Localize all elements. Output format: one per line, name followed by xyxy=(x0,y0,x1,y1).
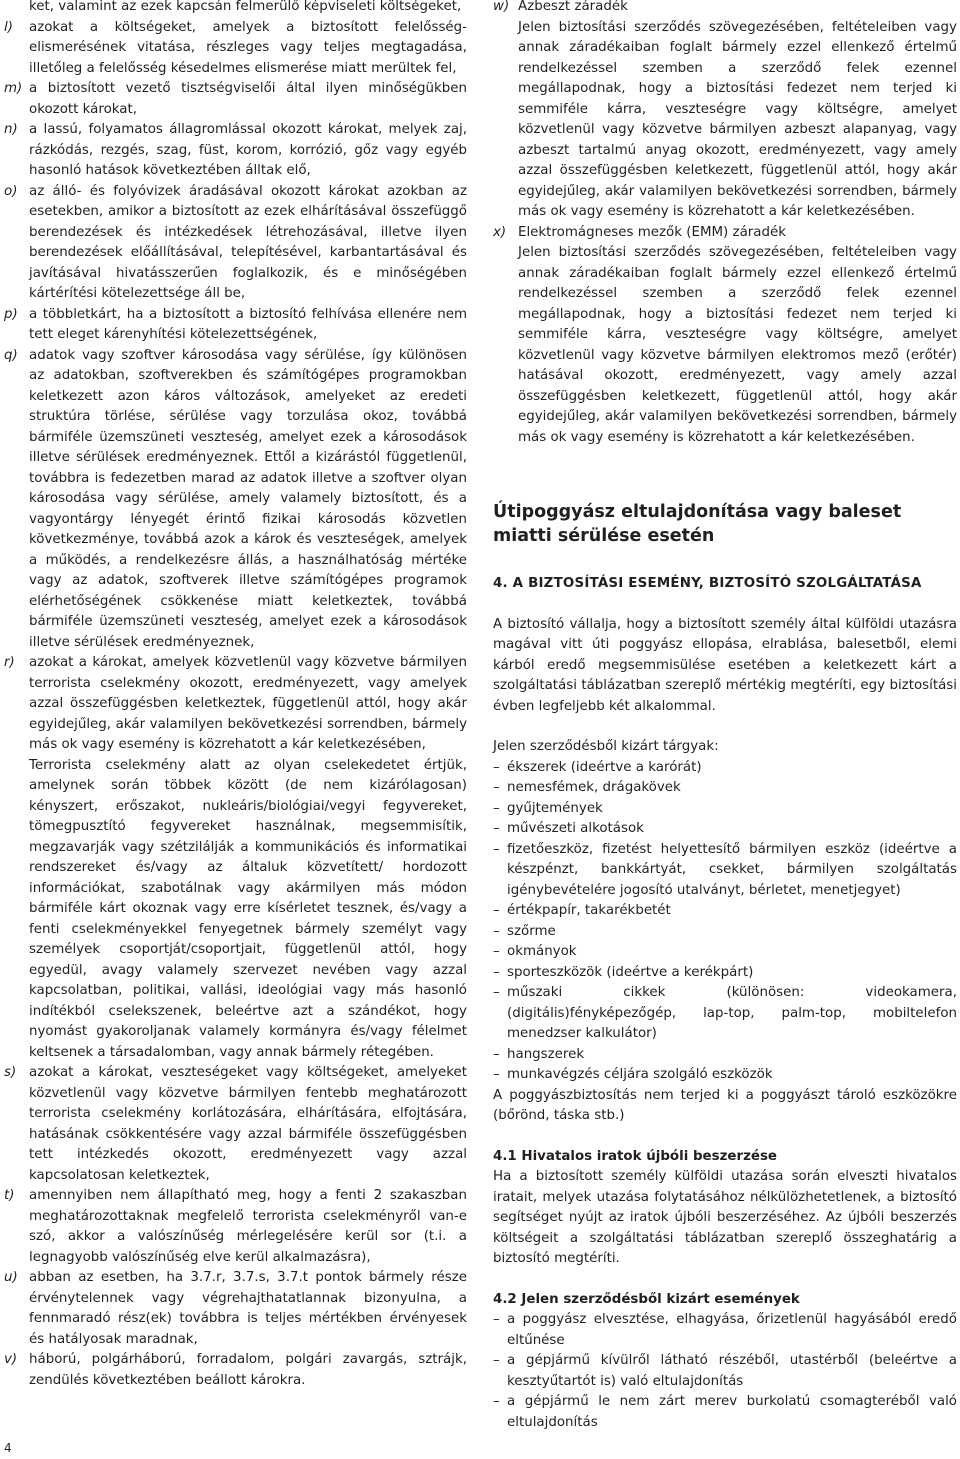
subsection-4-1-title: 4.1 Hivatalos iratok újbóli beszerzése xyxy=(493,1148,777,1164)
item-text: amennyiben nem állapítható meg, hogy a fenti 2 szakaszban meghatározottaknak megfelelő terrorista cselekményről van-e szó, akkor a valószínűség mérlegelésére kerül sor (t.i. a legnagyobb valószínűség elve kerül alkalmazásra), xyxy=(29,1188,467,1265)
list-item xyxy=(4,653,467,756)
item-text: azokat a költségeket, amelyek a biztosított felelősség-elismerésének vitatása, részleges vagy teljes megtagadása, illetőleg a felelősség késedelmes elismerése miatt merültek fel, xyxy=(29,19,467,76)
list-item xyxy=(4,346,467,654)
subsection-4-1-text: Ha a biztosított személy külföldi utazása során elveszti hivatalos iratait, melyek utazása folytatásához nélkülözhetetlenek, a biztosító segítséget nyújt az iratok újbóli beszerzéséhez. Az újbóli beszerzés költségeit a szolgáltatási táblázatban szereplő összeghatárig a biztosító megtéríti. xyxy=(493,1169,957,1266)
excluded-intro: Jelen szerződésből kizárt tárgyak: xyxy=(493,739,719,754)
dash-item-text: gyűjtemények xyxy=(507,800,603,816)
dash-item-text: művészeti alkotások xyxy=(507,821,644,836)
left-column xyxy=(4,0,467,1391)
item-marker: u) xyxy=(4,1270,18,1285)
list-item xyxy=(4,1186,467,1268)
list-item xyxy=(4,79,467,120)
dash-list-item: – a poggyász elvesztése, elhagyása, őrizetlenül hagyásából eredő eltűnése xyxy=(493,1310,957,1351)
item-marker: m) xyxy=(4,81,23,96)
list-item xyxy=(4,18,467,80)
excluded-items-list xyxy=(493,758,957,1086)
dash-list-item: – gyűjtemények xyxy=(493,799,957,820)
dash-item-text: okmányok xyxy=(507,944,577,959)
dash-item-text: ékszerek (ideértve a karórát) xyxy=(507,759,702,775)
dash-list-item: – okmányok xyxy=(493,942,957,963)
clause-title: Elektromágneses mezők (EMM) záradék xyxy=(518,224,786,240)
item-text: azokat a károkat, amelyek közvetlenül vagy közvetve bármilyen terrorista cselekmény okozott, eredményezett, vagy amelyek azzal összefüggésben keletkeztek, függetlenül attól, hogy akár egyidejűleg, akár valamilyen bekövetkezési sorrendben, bármely más ok vagy esemény is közrehatott a kár keletkezésében, xyxy=(29,655,467,752)
page-number: 4 xyxy=(4,1441,12,1455)
dash-list-item: – ékszerek (ideértve a karórát) xyxy=(493,758,957,779)
dash-item-text: nemesfémek, drágakövek xyxy=(507,780,681,795)
item-text: abban az esetben, ha 3.7.r, 3.7.s, 3.7.t pontok bármely része érvénytelennek vagy végrehajthatatlannak bizonyulna, a fennmaradó rész(ek) továbbra is teljes mértékben érvényesek és hatályosak maradnak, xyxy=(29,1270,467,1347)
list-item xyxy=(4,120,467,182)
clause-title: Azbeszt záradék xyxy=(518,0,628,14)
dash-item-text: a poggyász elvesztése, elhagyása, őrizetlenül hagyásából eredő eltűnése xyxy=(507,1312,957,1348)
dash-item-text: hangszerek xyxy=(507,1046,585,1062)
list-item xyxy=(4,1268,467,1350)
item-marker: n) xyxy=(4,122,18,137)
list-item xyxy=(4,756,467,1064)
item-marker: s) xyxy=(4,1065,17,1080)
list-item xyxy=(4,1063,467,1186)
clause-marker: w) xyxy=(493,0,510,14)
dash-list-item: – a gépjármű kívülről látható részéből, utastérből (beleértve a kesztyűtartót is) való eltulajdonítás xyxy=(493,1351,957,1392)
item-text: a lassú, folyamatos állagromlással okozott károkat, melyek zaj, rázkódás, rezgés, szag, füst, korom, korrózió, gőz vagy egyéb hasonló hatások következtében álltak elő, xyxy=(29,122,467,178)
item-text: az álló- és folyóvizek áradásával okozott károkat azokban az esetekben, amikor a biztosított az ezek elhárításával összefüggő berendezések és intézkedések létrehozásával, illetve ilyen berendezések előállításával, telepítésével, karbantartásával és javításával hivatásszerűen foglalkozik, és e minőségében kártérítési kötelezettsége áll be, xyxy=(29,183,467,301)
subsection-4-2-title: 4.2 Jelen szerződésből kizárt események xyxy=(493,1291,800,1307)
section-paragraph: A biztosító vállalja, hogy a biztosított személy által külföldi utazásra magával vitt úti poggyász ellopása, elrablása, balesetből, elemi kárból eredő megsemmisülése esetében a keletkezett kárt a szolgáltatási táblázatban szereplő mértékig megtéríti, egy biztosítási évben legfeljebb két alkalommal. xyxy=(493,616,957,714)
dash-list-item: – művészeti alkotások xyxy=(493,819,957,840)
item-text: a többletkárt, ha a biztosított a biztosító felhívása ellenére nem tett eleget kárenyhítési kötelezettségének, xyxy=(29,306,467,342)
clause-list xyxy=(493,0,957,448)
dash-list-item: – fizetőeszköz, fizetést helyettesítő bármilyen eszköz (ideértve a készpénzt, bankkártyát, csekket, bármilyen szolgáltatás igénybevételére jogosító utalványt, bérletet, menetjegyet) xyxy=(493,840,957,902)
dash-item-text: értékpapír, takarékbetét xyxy=(507,903,671,918)
item-text: azokat a károkat, veszteségeket vagy költségeket, amelyeket közvetlenül vagy közvetve bármilyen fentebb meghatározott terrorista cselekmény korlátozására, elhárítására, elfojtására, hatásának csökkentésére vagy azzal bármiféle összefüggésben tett intézkedés okozott, eredményezett vagy azzal kapcsolatosan keletkeztek, xyxy=(29,1065,467,1183)
section-heading: Útipoggyász eltulajdonítása vagy baleset miatti sérülése esetén xyxy=(493,502,902,546)
dash-list-item: – sporteszközök (ideértve a kerékpárt) xyxy=(493,963,957,984)
dash-list-item: – szőrme xyxy=(493,922,957,943)
exclusion-list xyxy=(4,18,467,1392)
dash-item-text: műszaki cikkek (különösen: videokamera, (digitális)fényképezőgép, lap-top, palm-top, mobiltelefon menedzser kalkulátor) xyxy=(507,985,957,1041)
item-text: adatok vagy szoftver károsodása vagy sérülése, így különösen az adatokban, szoftverekben és számítógépes programokban keletkezett azon káros változások, amelyeket az eredeti struktúra törlése, sérülése vagy torzulása okoz, továbbá bármiféle üzemszüneti veszteség, amelyet ezek a károsodások illetve sérülések eredményeznek. Ettől a kizárástól függetlenül, továbbra is fedezetben marad az adatok illetve a szoftver olyan károsodása vagy sérülése, amely valamely biztosított, és a vagyontárgy lényegét érintő fizikai károsodás közvetlen következménye, továbbá azok a károk és veszteségek, amelyek a működés, a rendelkezésre állás, a használhatóság mértéke vagy az adatok, szoftverek illetve számítógépes programok elérhetőségének csökkenése miatt keletkeztek, továbbá bármiféle üzemszüneti veszteség, amelyet ezek a károsodások illetve sérülések eredményeznek, xyxy=(29,347,467,650)
dash-list-item: – munkavégzés céljára szolgáló eszközök xyxy=(493,1065,957,1086)
clause-text: Jelen biztosítási szerződés szövegezésében, feltételeiben vagy annak záradékaiban foglalt bármely ezzel ellenkező értelmű rendelkezéssel szemben a szerződő felek ezennel megállapodnak, hogy a biztosítási fedezet nem terjed ki semmiféle kárra, veszteségre vagy költségre, amelyet közvetlenül vagy közvetve bármilyen azbeszt alapanyag, vagy azbeszt tartalmú anyag okozott, eredményezett, vagy amely azzal összefüggésben keletkezett, függetlenül attól, hogy akár egyidejűleg, akár valamilyen bekövetkezési sorrendben, bármely más ok vagy esemény is közrehatott a kár keletkezésében. xyxy=(518,19,957,219)
dash-item-text: a gépjármű kívülről látható részéből, utastérből (beleértve a kesztyűtartót is) való eltulajdonítás xyxy=(507,1353,957,1389)
dash-list-item: – nemesfémek, drágakövek xyxy=(493,778,957,799)
dash-item-text: sporteszközök (ideértve a kerékpárt) xyxy=(507,964,754,980)
dash-item-text: szőrme xyxy=(507,923,556,939)
dash-item-text: a gépjármű le nem zárt merev burkolatú csomagteréből való eltulajdonítás xyxy=(507,1394,957,1430)
clause-item xyxy=(493,0,957,223)
item-text: a biztosított vezető tisztségviselői által ilyen minőségükben okozott károkat, xyxy=(29,81,467,117)
dash-item-text: munkavégzés céljára szolgáló eszközök xyxy=(507,1067,773,1082)
clause-text: Jelen biztosítási szerződés szövegezésében, feltételeiben vagy annak záradékaiban foglalt bármely ezzel ellenkező értelmű rendelkezéssel szemben a szerződő felek ezennel megállapodnak, hogy a biztosítási fedezet nem terjed ki semmiféle kárra, veszteségre vagy költségre, amelyet közvetlenül vagy közvetve bármilyen elektromos mező (erőtér) hatásával okozott, eredményezett, vagy amely azzal összefüggésben keletkezett, függetlenül attól, hogy akár egyidejűleg, akár valamilyen bekövetkezési sorrendben, bármely más ok vagy esemény is közrehatott a kár keletkezésében. xyxy=(518,245,957,445)
item-text: háború, polgárháború, forradalom, polgári zavargás, sztrájk, zendülés következtében beállott károkra. xyxy=(29,1352,467,1388)
item-marker: l) xyxy=(4,19,13,35)
item-marker xyxy=(4,756,29,1064)
item-text: Terrorista cselekmény alatt az olyan cselekedetet értjük, amelynek során többek között (de nem kizárólagosan) kényszert, erőszakot, nukleáris/biológiai/vegyi fegyvereket, tömegpusztító fegyvereket használnak, megsemmisítik, megzavarják vagy szétzilálják a kommunikációs és informatikai rendszereket és/vagy az általuk közvetített/ hordozott információkat, szabotálnak vagy akármilyen más módon bármiféle kárt okoznak vagy erre kísérletet tesznek, és/vagy a fenti cselekményekkel fenyegetnek bármely személyt vagy személyek csoportját/csoportjait, függetlenül attól, hogy egyedül, avagy valamely szervezet nevében vagy azzal kapcsolatban, politikai, vallási, ideológiai vagy más hasonló indítékból cselekszenek, beleértve azt a szándékot, hogy nyomást gyakoroljanak valamely kormányra és/vagy félelmet keltsenek a társadalomban, vagy annak bármely rétegében. xyxy=(29,757,467,1060)
list-item xyxy=(4,182,467,305)
list-item xyxy=(4,305,467,346)
excluded-note: A poggyászbiztosítás nem terjed ki a poggyászt tároló eszközökre (bőrönd, táska stb.) xyxy=(493,1087,957,1123)
subsection-4-2-list xyxy=(493,1310,957,1433)
dash-list-item: – hangszerek xyxy=(493,1045,957,1066)
list-item xyxy=(4,1350,467,1391)
right-column xyxy=(493,0,957,1433)
item-marker: q) xyxy=(4,347,18,363)
dash-list-item: – műszaki cikkek (különösen: videokamera, (digitális)fényképezőgép, lap-top, palm-top, mobiltelefon menedzser kalkulátor) xyxy=(493,983,957,1045)
dash-list-item: – értékpapír, takarékbetét xyxy=(493,901,957,922)
section-title: 4. A BIZTOSÍTÁSI ESEMÉNY, BIZTOSÍTÓ SZOLGÁLTATÁSA xyxy=(493,576,922,591)
item-marker: r) xyxy=(4,655,15,670)
clause-item xyxy=(493,223,957,449)
dash-list-item: – a gépjármű le nem zárt merev burkolatú csomagteréből való eltulajdonítás xyxy=(493,1392,957,1433)
item-marker: p) xyxy=(4,306,18,322)
item-marker: o) xyxy=(4,183,18,199)
dash-item-text: fizetőeszköz, fizetést helyettesítő bármilyen eszköz (ideértve a készpénzt, bankkártyát, csekket, bármilyen szolgáltatás igénybevételére jogosító utalványt, bérletet, menetjegyet) xyxy=(507,841,957,898)
item-marker: v) xyxy=(4,1352,18,1367)
continued-text: ket, valamint az ezek kapcsán felmerülő képviseleti költségeket, xyxy=(29,0,462,14)
clause-marker: x) xyxy=(493,224,507,240)
item-marker: t) xyxy=(4,1188,15,1203)
